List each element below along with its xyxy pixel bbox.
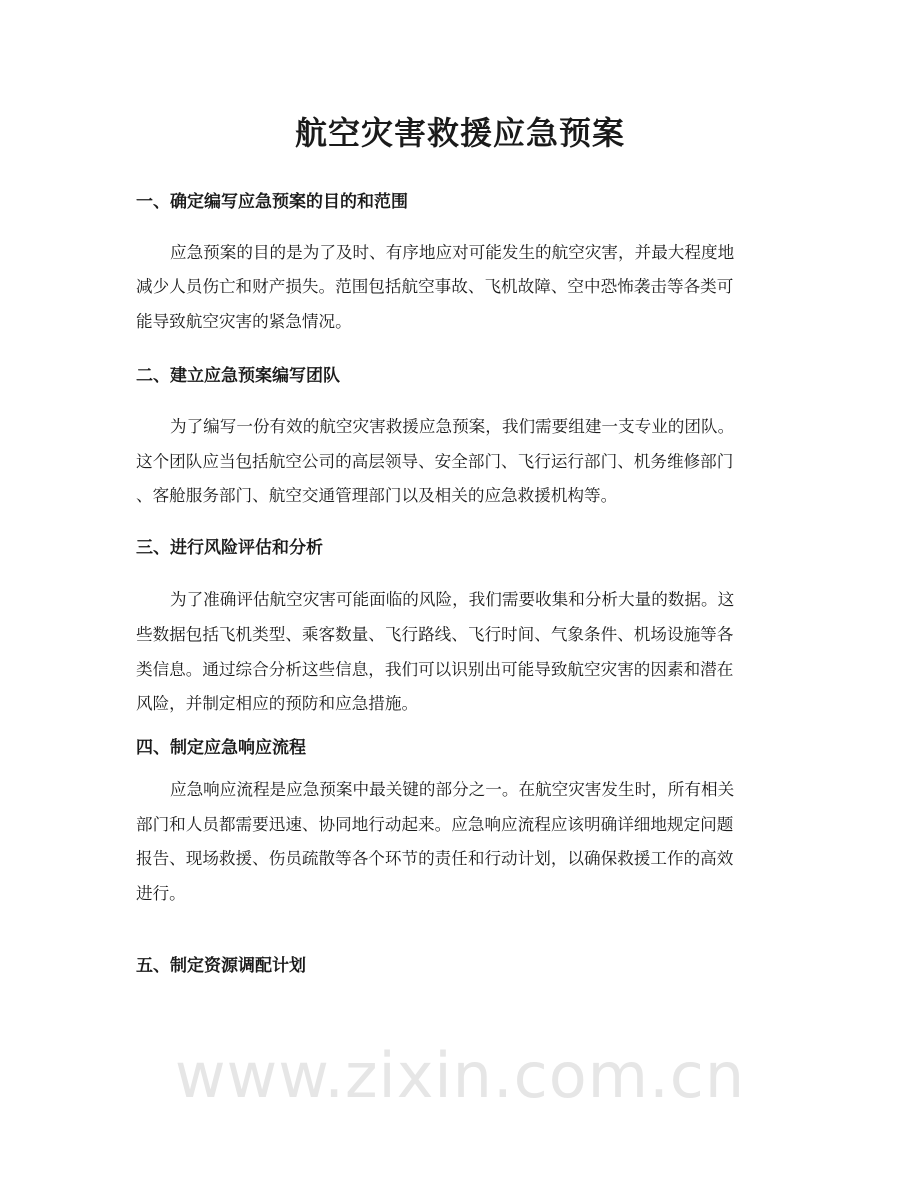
section-heading-5: 五、制定资源调配计划 — [136, 956, 306, 976]
paragraph-line: 部门和人员都需要迅速、协同地行动起来。应急响应流程应该明确详细地规定问题 — [136, 815, 734, 834]
paragraph-line: 为了编写一份有效的航空灾害救援应急预案，我们需要组建一支专业的团队。 — [170, 417, 735, 436]
section-heading-1: 一、确定编写应急预案的目的和范围 — [136, 192, 408, 212]
section-heading-4: 四、制定应急响应流程 — [136, 738, 306, 758]
paragraph-line: 应急响应流程是应急预案中最关键的部分之一。在航空灾害发生时，所有相关 — [170, 780, 735, 799]
paragraph-line: 这个团队应当包括航空公司的高层领导、安全部门、飞行运行部门、机务维修部门 — [136, 452, 734, 471]
paragraph-line: 能导致航空灾害的紧急情况。 — [136, 312, 352, 331]
section-heading-2: 二、建立应急预案编写团队 — [136, 366, 340, 386]
paragraph-line: 类信息。通过综合分析这些信息，我们可以识别出可能导致航空灾害的因素和潜在 — [136, 660, 734, 679]
paragraph-line: 应急预案的目的是为了及时、有序地应对可能发生的航空灾害，并最大程度地 — [170, 243, 735, 262]
paragraph-line: 、客舱服务部门、航空交通管理部门以及相关的应急救援机构等。 — [136, 486, 618, 505]
watermark: www.zixin.com.cn — [174, 1039, 746, 1112]
paragraph-line: 报告、现场救援、伤员疏散等各个环节的责任和行动计划，以确保救援工作的高效 — [136, 849, 734, 868]
paragraph-line: 减少人员伤亡和财产损失。范围包括航空事故、飞机故障、空中恐怖袭击等各类可 — [136, 277, 734, 296]
section-heading-3: 三、进行风险评估和分析 — [136, 538, 323, 558]
paragraph-line: 风险，并制定相应的预防和应急措施。 — [136, 694, 419, 713]
paragraph-line: 为了准确评估航空灾害可能面临的风险，我们需要收集和分析大量的数据。这 — [170, 590, 735, 609]
paragraph-line: 进行。 — [136, 884, 186, 903]
paragraph-line: 些数据包括飞机类型、乘客数量、飞行路线、飞行时间、气象条件、机场设施等各 — [136, 625, 734, 644]
document-title: 航空灾害救援应急预案 — [294, 114, 625, 152]
